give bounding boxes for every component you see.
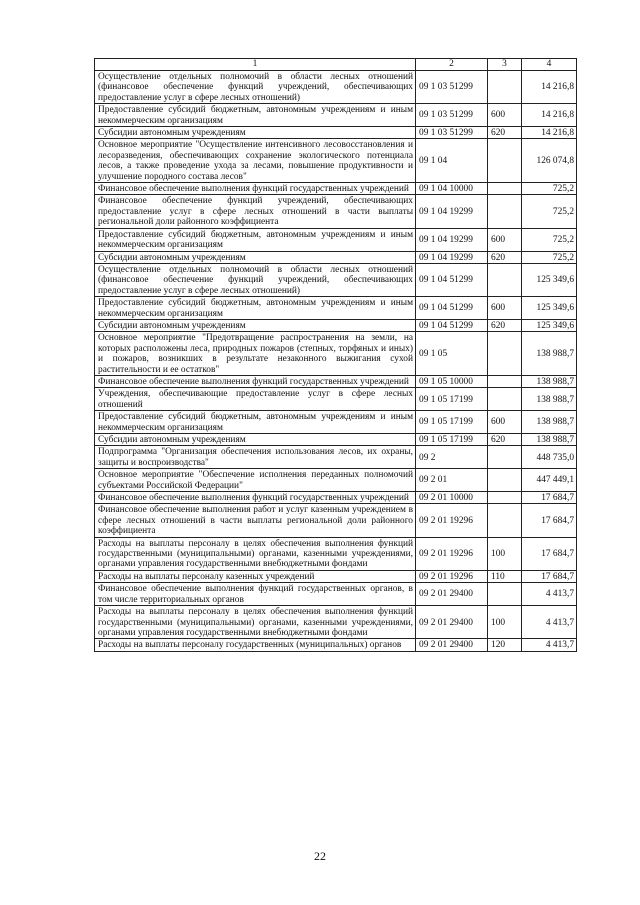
table-row [95, 411, 577, 434]
row-expense-type-cell: 620 [488, 319, 522, 331]
row-code-cell: 09 1 05 17199 [416, 434, 488, 446]
row-code-cell: 09 1 04 19299 [416, 228, 488, 251]
row-code-cell: 09 2 01 19296 [416, 537, 488, 570]
row-code-cell: 09 1 04 19299 [416, 251, 488, 263]
row-name-cell: Осуществление отдельных полномочий в области лесных отношений (финансовое обеспечение функций учреждений, обеспечивающих предоставление услуг в сфере лесных отношений) [95, 263, 416, 296]
table-row [95, 71, 577, 104]
row-expense-type-cell [488, 195, 522, 228]
row-amount-cell: 17 684,7 [522, 570, 577, 582]
row-amount-cell: 17 684,7 [522, 537, 577, 570]
row-name-cell: Подпрограмма "Организация обеспечения использования лесов, их охраны, защиты и воспроизводства" [95, 446, 416, 469]
header-col-2: 2 [416, 59, 488, 71]
row-amount-cell: 17 684,7 [522, 504, 577, 537]
row-amount-cell: 725,2 [522, 228, 577, 251]
row-amount-cell: 4 413,7 [522, 606, 577, 639]
row-code-cell: 09 1 04 51299 [416, 319, 488, 331]
row-name-cell: Финансовое обеспечение выполнения работ и услуг казенным учреждением в сфере лесных отношений в части выплаты региональной доли районного коэффициента [95, 504, 416, 537]
row-expense-type-cell: 100 [488, 606, 522, 639]
table-row [95, 434, 577, 446]
table-row [95, 388, 577, 411]
column-number-header [95, 59, 577, 71]
row-name-cell: Предоставление субсидий бюджетным, автономным учреждениям и иным некоммерческим организациям [95, 104, 416, 127]
row-amount-cell: 14 216,8 [522, 127, 577, 139]
table-row [95, 570, 577, 582]
row-amount-cell: 725,2 [522, 183, 577, 195]
row-expense-type-cell: 620 [488, 127, 522, 139]
row-code-cell: 09 2 01 10000 [416, 492, 488, 504]
table-row [95, 263, 577, 296]
row-code-cell: 09 1 03 51299 [416, 104, 488, 127]
row-expense-type-cell [488, 583, 522, 606]
row-name-cell: Предоставление субсидий бюджетным, автономным учреждениям и иным некоммерческим организациям [95, 411, 416, 434]
row-name-cell: Основное мероприятие "Предотвращение распространения на земли, на которых расположены леса, природных пожаров (степных, торфяных и иных) и пожаров, возникших в результате незаконного выжигания сухой растительности и ее остатков" [95, 332, 416, 376]
row-code-cell: 09 1 04 10000 [416, 183, 488, 195]
row-amount-cell: 447 449,1 [522, 469, 577, 492]
row-code-cell: 09 2 01 29400 [416, 639, 488, 651]
row-code-cell: 09 2 01 29400 [416, 583, 488, 606]
row-expense-type-cell: 600 [488, 297, 522, 320]
header-col-3: 3 [488, 59, 522, 71]
row-code-cell: 09 2 01 [416, 469, 488, 492]
row-name-cell: Финансовое обеспечение выполнения функций государственных учреждений [95, 375, 416, 387]
row-name-cell: Субсидии автономным учреждениям [95, 251, 416, 263]
table-row [95, 504, 577, 537]
row-name-cell: Субсидии автономным учреждениям [95, 434, 416, 446]
row-expense-type-cell [488, 375, 522, 387]
row-expense-type-cell [488, 139, 522, 183]
row-amount-cell: 126 074,8 [522, 139, 577, 183]
row-amount-cell: 14 216,8 [522, 104, 577, 127]
row-code-cell: 09 2 01 19296 [416, 504, 488, 537]
row-code-cell: 09 1 03 51299 [416, 127, 488, 139]
row-code-cell: 09 1 04 [416, 139, 488, 183]
row-name-cell: Субсидии автономным учреждениям [95, 319, 416, 331]
row-expense-type-cell [488, 332, 522, 376]
row-amount-cell: 4 413,7 [522, 639, 577, 651]
row-name-cell: Финансовое обеспечение функций учреждений, обеспечивающих предоставление услуг в сфере лесных отношений в части выплаты региональной доли районного коэффициента [95, 195, 416, 228]
row-name-cell: Финансовое обеспечение выполнения функций государственных учреждений [95, 183, 416, 195]
row-code-cell: 09 2 [416, 446, 488, 469]
row-code-cell: 09 2 01 19296 [416, 570, 488, 582]
row-name-cell: Субсидии автономным учреждениям [95, 127, 416, 139]
row-name-cell: Расходы на выплаты персоналу казенных учреждений [95, 570, 416, 582]
row-expense-type-cell [488, 71, 522, 104]
row-expense-type-cell [488, 469, 522, 492]
row-amount-cell: 4 413,7 [522, 583, 577, 606]
row-amount-cell: 138 988,7 [522, 411, 577, 434]
budget-table-container [94, 58, 576, 652]
row-expense-type-cell [488, 504, 522, 537]
row-name-cell: Учреждения, обеспечивающие предоставление услуг в сфере лесных отношений [95, 388, 416, 411]
table-row [95, 583, 577, 606]
row-name-cell: Осуществление отдельных полномочий в области лесных отношений (финансовое обеспечение функций учреждений, обеспечивающих предоставление услуг в сфере лесных отношений) [95, 71, 416, 104]
row-code-cell: 09 1 05 [416, 332, 488, 376]
table-row [95, 639, 577, 651]
row-name-cell: Расходы на выплаты персоналу в целях обеспечения выполнения функций государственными (муниципальными) органами, казенными учреждениями, органами управления государственными внебюджетными фондами [95, 537, 416, 570]
row-name-cell: Расходы на выплаты персоналу в целях обеспечения выполнения функций государственными (муниципальными) органами, казенными учреждениями, органами управления государственными внебюджетными фондами [95, 606, 416, 639]
row-name-cell: Финансовое обеспечение выполнения функций государственных органов, в том числе территориальных органов [95, 583, 416, 606]
table-row [95, 183, 577, 195]
table-row [95, 319, 577, 331]
table-row [95, 606, 577, 639]
budget-table [94, 58, 577, 652]
table-row [95, 195, 577, 228]
row-expense-type-cell: 600 [488, 411, 522, 434]
row-expense-type-cell: 120 [488, 639, 522, 651]
row-amount-cell: 138 988,7 [522, 375, 577, 387]
table-row [95, 492, 577, 504]
row-name-cell: Финансовое обеспечение выполнения функций государственных учреждений [95, 492, 416, 504]
row-amount-cell: 138 988,7 [522, 434, 577, 446]
header-col-4: 4 [522, 59, 577, 71]
row-code-cell: 09 1 05 17199 [416, 388, 488, 411]
table-row [95, 446, 577, 469]
row-expense-type-cell [488, 388, 522, 411]
row-amount-cell: 138 988,7 [522, 332, 577, 376]
table-row [95, 375, 577, 387]
row-code-cell: 09 1 04 51299 [416, 263, 488, 296]
table-row [95, 127, 577, 139]
table-row [95, 537, 577, 570]
row-name-cell: Основное мероприятие "Осуществление интенсивного лесовосстановления и лесоразведения, обеспечивающих сохранение экологического потенциала лесов, а также проведение ухода за лесами, повышение продуктивности и улучшение породного состава лесов" [95, 139, 416, 183]
table-row [95, 228, 577, 251]
row-amount-cell: 138 988,7 [522, 388, 577, 411]
row-expense-type-cell: 100 [488, 537, 522, 570]
row-code-cell: 09 1 03 51299 [416, 71, 488, 104]
row-amount-cell: 125 349,6 [522, 319, 577, 331]
table-row [95, 251, 577, 263]
row-amount-cell: 125 349,6 [522, 297, 577, 320]
row-amount-cell: 725,2 [522, 251, 577, 263]
header-col-1: 1 [95, 59, 416, 71]
row-expense-type-cell [488, 183, 522, 195]
table-row [95, 297, 577, 320]
row-expense-type-cell [488, 263, 522, 296]
row-expense-type-cell: 600 [488, 104, 522, 127]
row-expense-type-cell [488, 492, 522, 504]
budget-table-body [95, 59, 577, 652]
row-code-cell: 09 1 04 19299 [416, 195, 488, 228]
row-name-cell: Основное мероприятие "Обеспечение исполнения переданных полномочий субъектами Российской Федерации" [95, 469, 416, 492]
row-amount-cell: 14 216,8 [522, 71, 577, 104]
row-expense-type-cell: 620 [488, 434, 522, 446]
page-number: 22 [314, 849, 326, 863]
row-code-cell: 09 1 05 17199 [416, 411, 488, 434]
row-expense-type-cell [488, 446, 522, 469]
row-amount-cell: 725,2 [522, 195, 577, 228]
table-row [95, 332, 577, 376]
row-amount-cell: 17 684,7 [522, 492, 577, 504]
row-code-cell: 09 1 05 10000 [416, 375, 488, 387]
table-row [95, 139, 577, 183]
table-row [95, 469, 577, 492]
row-expense-type-cell: 600 [488, 228, 522, 251]
row-expense-type-cell: 620 [488, 251, 522, 263]
row-name-cell: Расходы на выплаты персоналу государственных (муниципальных) органов [95, 639, 416, 651]
row-code-cell: 09 1 04 51299 [416, 297, 488, 320]
row-amount-cell: 125 349,6 [522, 263, 577, 296]
row-amount-cell: 448 735,0 [522, 446, 577, 469]
row-code-cell: 09 2 01 29400 [416, 606, 488, 639]
row-name-cell: Предоставление субсидий бюджетным, автономным учреждениям и иным некоммерческим организациям [95, 297, 416, 320]
row-name-cell: Предоставление субсидий бюджетным, автономным учреждениям и иным некоммерческим организациям [95, 228, 416, 251]
table-row [95, 104, 577, 127]
row-expense-type-cell: 110 [488, 570, 522, 582]
